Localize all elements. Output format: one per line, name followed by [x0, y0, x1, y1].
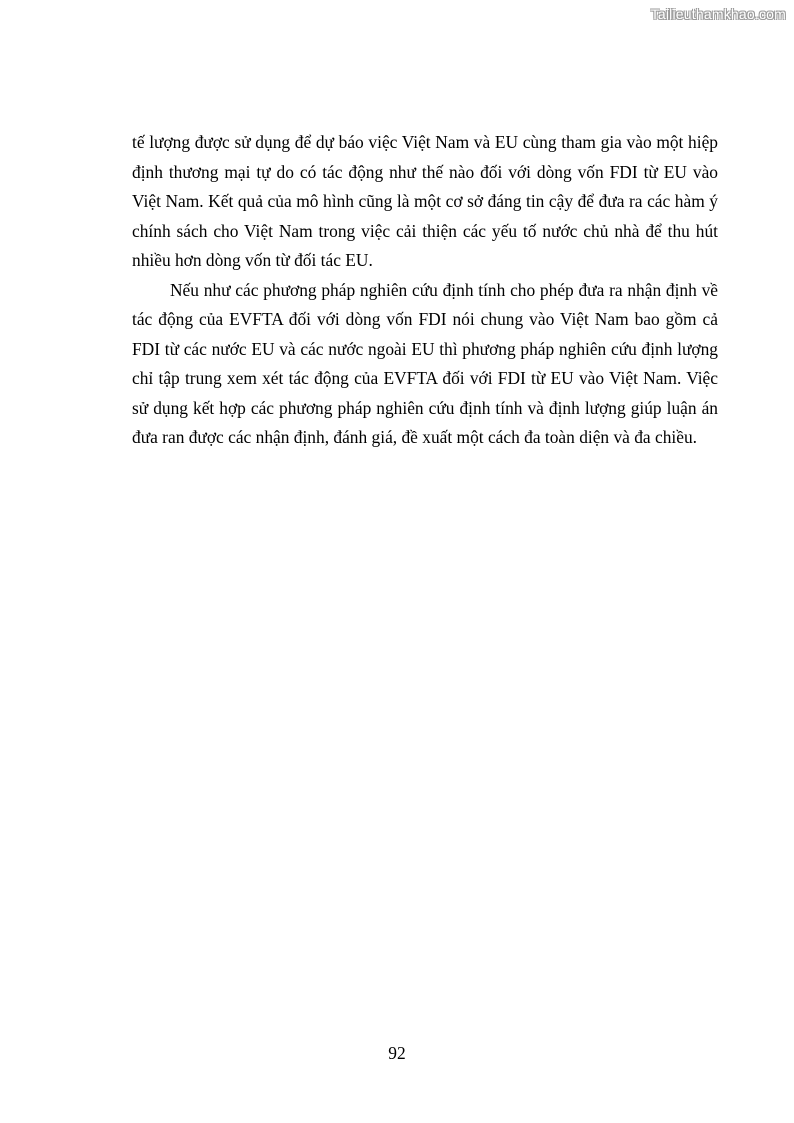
page-number: 92 [388, 1043, 406, 1063]
watermark-text: Tailieuthamkhao.com [650, 6, 786, 22]
paragraph-methods: Nếu như các phương pháp nghiên cứu định tính cho phép đưa ra nhận định về tác động của EVFTA đối với dòng vốn FDI nói chung vào Việt Nam bao gồm cả FDI từ các nước EU và các nước ngoài EU thì phương pháp nghiên cứu định lượng chỉ tập trung xem xét tác động của EVFTA đối với FDI từ EU vào Việt Nam. Việc sử dụng kết hợp các phương pháp nghiên cứu định tính và định lượng giúp luận án đưa ran được các nhận định, đánh giá, đề xuất một cách đa toàn diện và đa chiều. [132, 279, 718, 447]
document-body [132, 128, 718, 453]
paragraph-continuation: tế lượng được sử dụng để dự báo việc Việt Nam và EU cùng tham gia vào một hiệp định thương mại tự do có tác động như thế nào đối với dòng vốn FDI từ EU vào Việt Nam. Kết quả của mô hình cũng là một cơ sở đáng tin cậy để đưa ra các hàm ý chính sách cho Việt Nam trong việc cải thiện các yếu tố nước chủ nhà để thu hút nhiều hơn dòng vốn từ đối tác EU. [132, 132, 718, 270]
